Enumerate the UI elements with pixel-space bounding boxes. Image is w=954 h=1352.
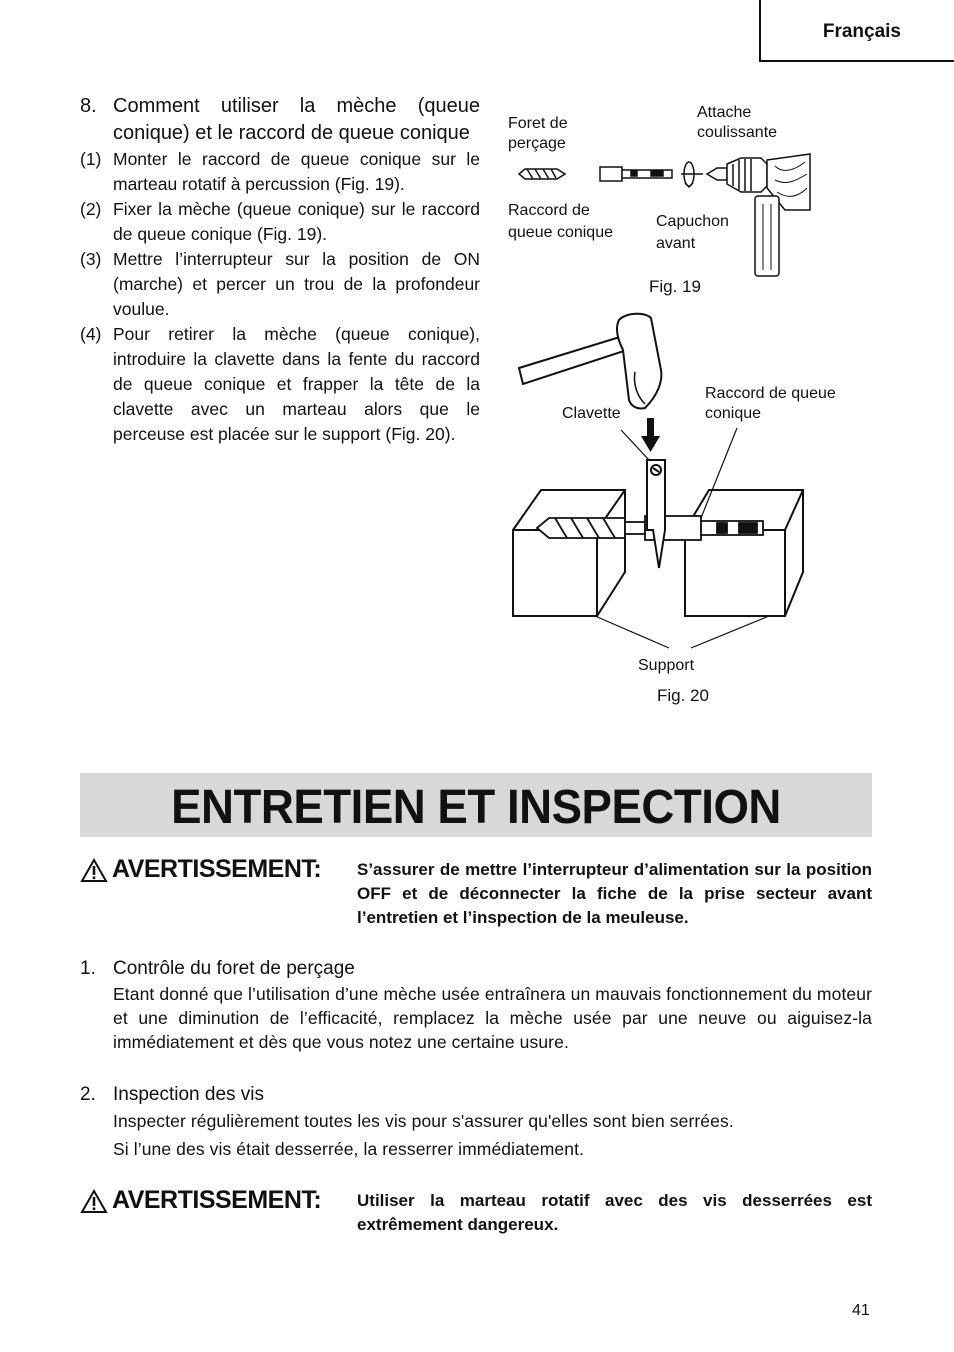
fig19-label-attache <box>697 103 777 143</box>
language-label: Français <box>822 21 901 42</box>
section-title: ENTRETIEN ET INSPECTION <box>171 781 781 834</box>
label-line: Raccord de queue <box>705 385 836 402</box>
label-line: conique <box>705 405 762 422</box>
label-line: perçage <box>508 135 566 152</box>
fig20-label-raccord <box>705 384 836 424</box>
warning-label: AVERTISSEMENT: <box>112 855 322 883</box>
wedge-drawing <box>647 460 665 568</box>
label-line: coulissante <box>697 124 778 141</box>
warning-box-1 <box>80 856 872 930</box>
step-text: Fixer la mèche (queue conique) sur le raccord de queue conique (Fig. 19). <box>113 199 480 244</box>
step-3 <box>80 247 480 322</box>
warning-triangle-icon <box>80 858 108 883</box>
taper-adapter-drawing <box>600 167 672 181</box>
step-number: (2) <box>80 199 102 219</box>
item-body-1: Inspecter régulièrement toutes les vis pour s'assurer qu'elles sont bien serrées. <box>113 1111 734 1131</box>
hammer-drawing <box>519 314 661 409</box>
language-tab <box>759 0 954 62</box>
label-line: queue conique <box>508 224 613 241</box>
step-text: Mettre l’interrupteur sur la position de ON (marche) et percer un trou de la profondeur voulue. <box>113 249 480 319</box>
drill-bit-drawing <box>519 169 565 179</box>
item-number: 8. <box>80 95 97 117</box>
warning-label: AVERTISSEMENT: <box>112 1186 322 1214</box>
item-heading <box>80 956 872 982</box>
item-8-heading <box>80 93 480 147</box>
fig19-label-foret <box>508 114 568 154</box>
warning-heading <box>80 1187 357 1237</box>
item-number: 1. <box>80 958 96 979</box>
step-number: (4) <box>80 324 102 344</box>
item-heading <box>80 1082 872 1108</box>
fig19-label-raccord <box>508 200 613 244</box>
strike-arrow <box>641 418 660 452</box>
maintenance-item-2 <box>80 1082 872 1163</box>
item-body: Etant donné que l’utilisation d’une mèche usée entraînera un mauvais fonctionnement du moteur et une diminution de l’efficacité, remplacez la mèche usée par une neuve ou aiguisez-la immédiatement et dès que vous notez une certaine usure. <box>113 984 872 1052</box>
warning-text: Utiliser la marteau rotatif avec des vis desserrées est extrêmement dangereux. <box>357 1191 872 1234</box>
usage-instructions <box>80 93 480 447</box>
page-number: 41 <box>852 1302 870 1319</box>
label-line: Raccord de <box>508 202 590 219</box>
fig20-label-support: Support <box>638 657 695 674</box>
label-line: Foret de <box>508 115 568 132</box>
warning-box-2 <box>80 1187 872 1237</box>
step-number: (1) <box>80 149 102 169</box>
item-title: Inspection des vis <box>113 1084 265 1105</box>
step-text: Pour retirer la mèche (queue conique), introduire la clavette dans la fente du raccord de queue conique et frapper la tête de la clavette avec un marteau alors que le perceuse est placée sur le support (Fig. 20). <box>113 324 480 444</box>
step-1 <box>80 147 480 197</box>
support-block-left <box>513 490 625 616</box>
item-title: Comment utiliser la mèche (queue conique) et le raccord de queue conique <box>113 95 480 144</box>
fig20-label-clavette: Clavette <box>562 405 621 422</box>
fig20-caption: Fig. 20 <box>657 686 709 705</box>
label-line: Capuchon <box>656 213 729 230</box>
warning-triangle-icon <box>80 1189 108 1214</box>
step-text: Monter le raccord de queue conique sur le marteau rotatif à percussion (Fig. 19). <box>113 149 480 194</box>
label-line: Attache <box>697 104 752 121</box>
item-title: Contrôle du foret de perçage <box>113 958 355 979</box>
item-number: 2. <box>80 1084 96 1105</box>
rotation-arrow <box>681 162 703 187</box>
label-line: avant <box>656 235 696 252</box>
support-block-right <box>685 490 803 616</box>
step-number: (3) <box>80 249 102 269</box>
step-4 <box>80 322 480 447</box>
warning-heading <box>80 856 357 930</box>
item-body-2: Si l’une des vis était desserrée, la resserrer immédiatement. <box>113 1139 585 1159</box>
fig20-illustration <box>505 310 815 650</box>
step-2 <box>80 197 480 247</box>
fig19-label-capuchon <box>656 211 729 255</box>
fig19-caption: Fig. 19 <box>649 277 701 296</box>
section-banner <box>80 773 872 837</box>
warning-text: S’assurer de mettre l’interrupteur d’alimentation sur la position OFF et de déconnecter la fiche de la prise secteur avant l’entretien et l’inspection de la meuleuse. <box>357 860 872 927</box>
maintenance-item-1 <box>80 956 872 1054</box>
